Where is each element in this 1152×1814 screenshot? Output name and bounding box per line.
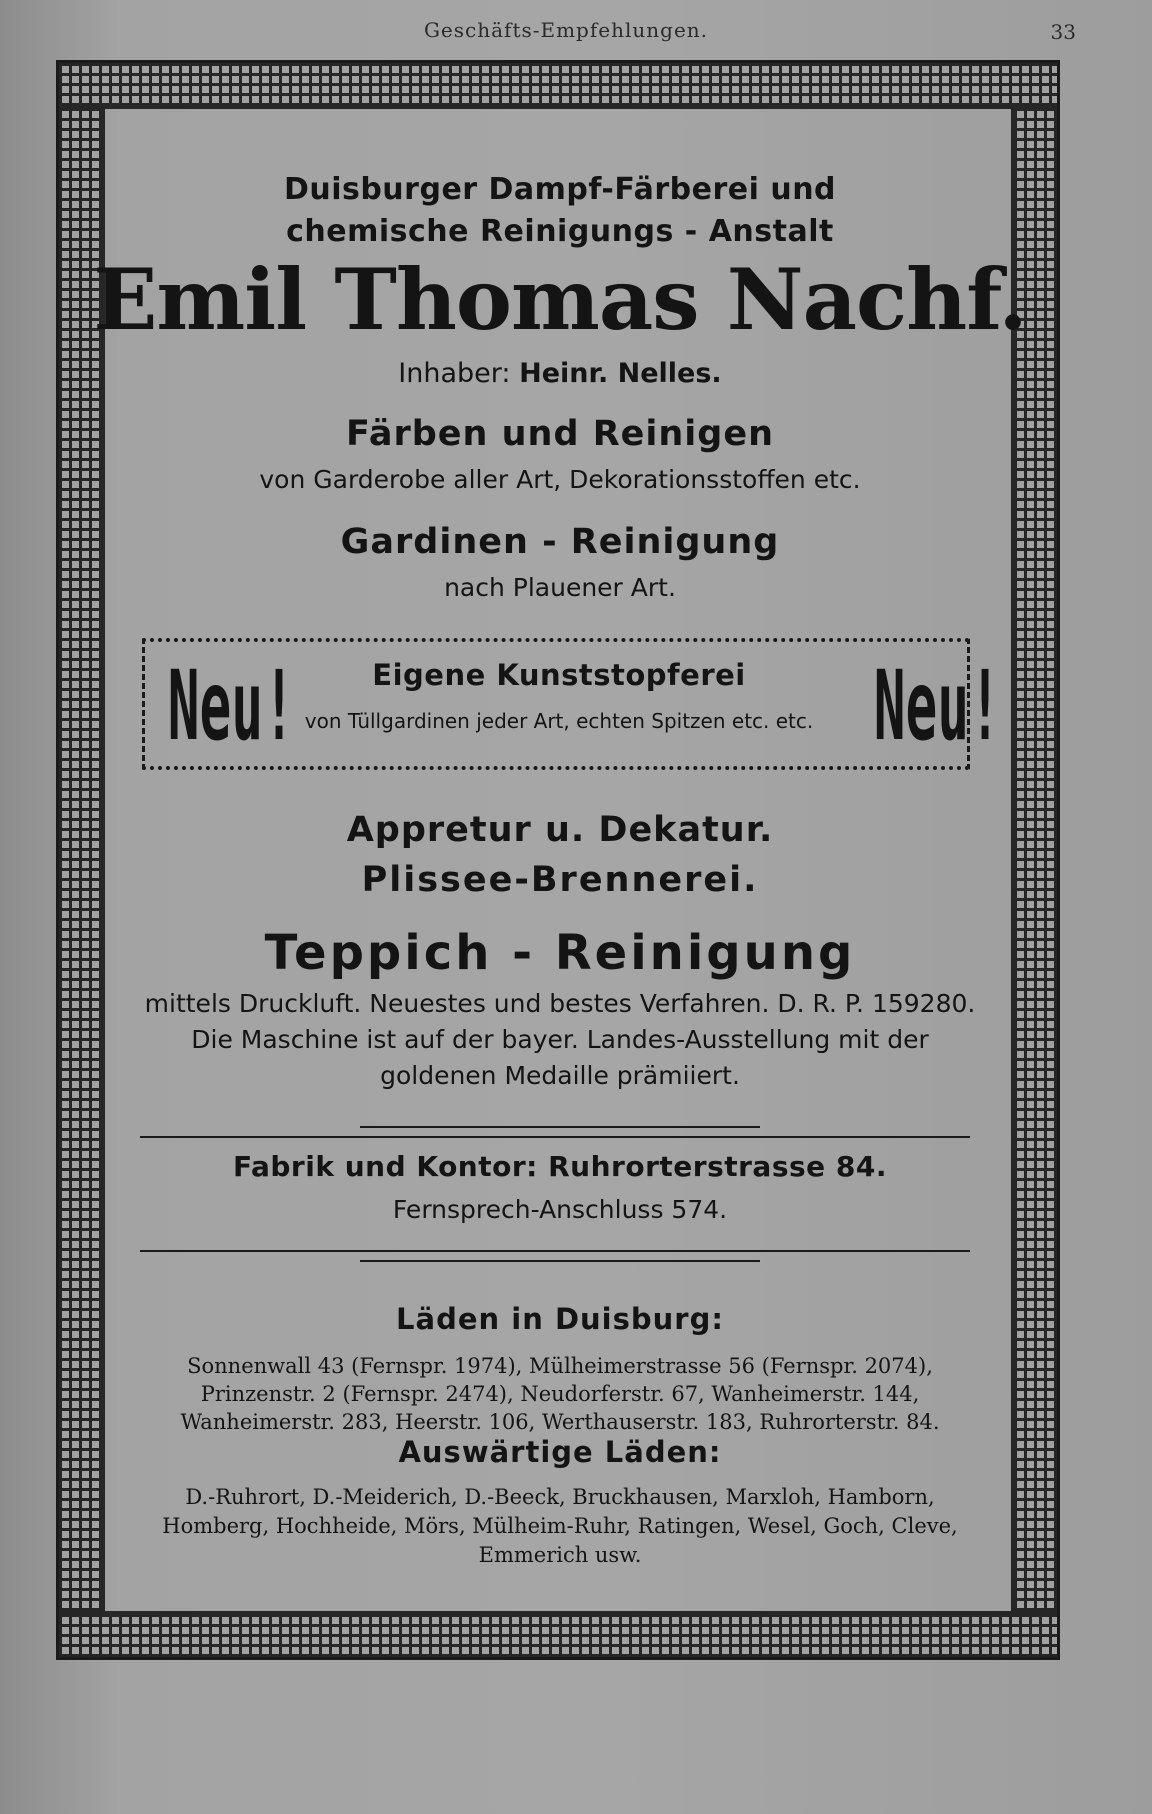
section-faerben-title: Färben und Reinigen [345, 414, 774, 454]
teppich-text: mittels Druckluft. Neuestes und bestes Verfahren. D. R. P. 159280. Die Maschine ist auf der bayer. Landes-Ausstellung mit der goldenen Medaille prämiiert. [144, 989, 976, 1090]
neu-badge-right: Neu! [873, 650, 1001, 762]
kunststopferei-box [142, 638, 1001, 770]
kunststopferei-text: von Tüllgardinen jeder Art, echten Spitzen etc. etc. [304, 709, 814, 733]
laeden-title: Läden in Duisburg: [396, 1302, 724, 1336]
owner-name: Heinr. Nelles. [519, 358, 722, 389]
firm-name: Emil Thomas Nachf. [93, 250, 1027, 349]
fernsprech-number: Fernsprech-Anschluss 574. [392, 1195, 728, 1224]
page-number: 33 [1050, 20, 1076, 44]
auswaertige-laeden-title: Auswärtige Läden: [398, 1435, 722, 1469]
intro-line-2: chemische Reinigungs - Anstalt [286, 214, 834, 249]
auswaertige-laeden-text: D.-Ruhrort, D.-Meiderich, D.-Beeck, Bruckhausen, Marxloh, Hamborn, Homberg, Hochheide, Mörs, Mülheim-Ruhr, Ratingen, Wesel, Goch, Cleve, Emmerich usw. [162, 1485, 958, 1567]
section-faerben-text: von Garderobe aller Art, Dekorationsstoffen etc. [259, 465, 861, 494]
divider-short-2 [360, 1260, 760, 1262]
running-head: Geschäfts-Empfehlungen. [423, 18, 709, 42]
section-gardinen-title: Gardinen - Reinigung [340, 522, 780, 562]
laeden-text: Sonnenwall 43 (Fernspr. 1974), Mülheimerstrasse 56 (Fernspr. 2074), Prinzenstr. 2 (Fernspr. 2474), Neudorferstr. 67, Wanheimerstr. 144, Wanheimerstr. 283, Heerstr. 106, Werthauserstr. 183, Ruhrorterstr. 84. [180, 1354, 940, 1434]
advertisement [93, 110, 1027, 1610]
teppich-title: Teppich - Reinigung [264, 925, 856, 981]
frame-border-bottom [59, 1611, 1057, 1657]
intro-line-1: Duisburger Dampf-Färberei und [283, 172, 837, 207]
section-gardinen-text: nach Plauener Art. [444, 573, 676, 602]
owner-label: Inhaber: [398, 358, 511, 389]
kunststopferei-title: Eigene Kunststopferei [372, 658, 746, 692]
fabrik-address: Fabrik und Kontor: Ruhrorterstrasse 84. [233, 1150, 887, 1183]
owner-line [110, 358, 1010, 389]
appretur-title: Appretur u. Dekatur. [346, 810, 774, 850]
divider-2 [140, 1250, 970, 1252]
neu-badge-left: Neu! [167, 650, 295, 762]
plissee-title: Plissee-Brennerei. [361, 860, 759, 900]
divider-1 [140, 1136, 970, 1138]
divider-short-1 [360, 1126, 760, 1128]
frame-border-top [59, 63, 1057, 109]
